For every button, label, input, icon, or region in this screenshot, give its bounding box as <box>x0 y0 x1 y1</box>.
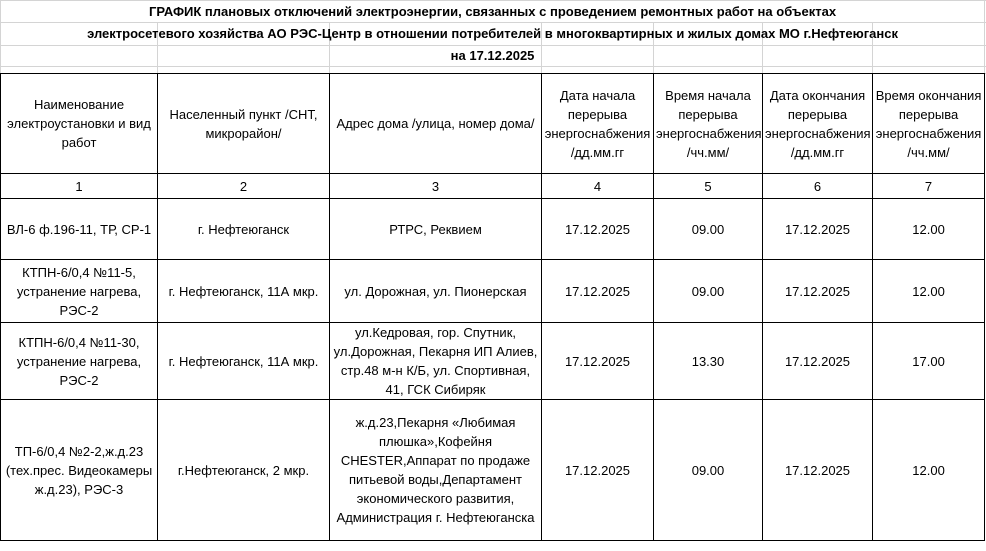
installation-cell: КТПН-6/0,4 №11-30, устранение нагрева, РЭС-2 <box>1 323 158 400</box>
end-date-cell: 17.12.2025 <box>763 260 873 323</box>
start-date-cell: 17.12.2025 <box>542 199 654 260</box>
locality-cell: г. Нефтеюганск <box>158 199 330 260</box>
header-row <box>1 74 985 174</box>
start-time-cell: 09.00 <box>654 199 763 260</box>
title-row-1 <box>1 0 985 22</box>
end-time-cell: 12.00 <box>873 400 985 541</box>
installation-cell: ТП-6/0,4 №2-2,ж.д.23 (тех.прес. Видеокамеры ж.д.23), РЭС-3 <box>1 400 158 541</box>
start-date-cell: 17.12.2025 <box>542 323 654 400</box>
locality-cell: г. Нефтеюганск, 11А мкр. <box>158 323 330 400</box>
header-end-date: Дата окончания перерыва энергоснабжения /дд.мм.гг <box>763 74 873 174</box>
end-date-cell: 17.12.2025 <box>763 323 873 400</box>
start-time-cell: 13.30 <box>654 323 763 400</box>
address-cell: ул. Дорожная, ул. Пионерская <box>330 260 542 323</box>
header-start-date: Дата начала перерыва энергоснабжения /дд.мм.гг <box>542 74 654 174</box>
table-row <box>1 400 985 541</box>
start-time-cell: 09.00 <box>654 260 763 323</box>
table-row <box>1 199 985 260</box>
installation-cell: ВЛ-6 ф.196-11, ТР, СР-1 <box>1 199 158 260</box>
end-time-cell: 12.00 <box>873 199 985 260</box>
start-date-cell: 17.12.2025 <box>542 260 654 323</box>
table-row <box>1 260 985 323</box>
address-cell: ул.Кедровая, гор. Спутник, ул.Дорожная, Пекарня ИП Алиев, стр.48 м-н К/Б, ул. Спортивная, 41, ГСК Сибиряк <box>330 323 542 400</box>
locality-cell: г.Нефтеюганск, 2 мкр. <box>158 400 330 541</box>
column-number: 1 <box>1 174 158 199</box>
column-number: 6 <box>763 174 873 199</box>
title-line-1: ГРАФИК плановых отключений электроэнергии, связанных с проведением ремонтных работ на объектах <box>148 3 837 19</box>
start-date-cell: 17.12.2025 <box>542 400 654 541</box>
column-number-row <box>1 174 985 199</box>
title-date: на 17.12.2025 <box>450 48 535 63</box>
column-number: 2 <box>158 174 330 199</box>
address-cell: ж.д.23,Пекарня «Любимая плюшка»,Кофейня CHESTER,Аппарат по продаже питьевой воды,Департамент экономического развития, Администрация г. Нефтеюганска <box>330 400 542 541</box>
column-number: 5 <box>654 174 763 199</box>
title-row-2 <box>1 22 985 45</box>
spacer-row <box>1 66 985 74</box>
address-cell: РТРС, Реквием <box>330 199 542 260</box>
end-time-cell: 12.00 <box>873 260 985 323</box>
locality-cell: г. Нефтеюганск, 11А мкр. <box>158 260 330 323</box>
column-number: 4 <box>542 174 654 199</box>
header-locality: Населенный пункт /СНТ, микрорайон/ <box>158 74 330 174</box>
table-row <box>1 323 985 400</box>
header-end-time: Время окончания перерыва энергоснабжения /чч.мм/ <box>873 74 985 174</box>
title-row-3 <box>1 45 985 66</box>
installation-cell: КТПН-6/0,4 №11-5, устранение нагрева, РЭС-2 <box>1 260 158 323</box>
column-number: 3 <box>330 174 542 199</box>
header-installation: Наименование электроустановки и вид работ <box>1 74 158 174</box>
end-date-cell: 17.12.2025 <box>763 400 873 541</box>
end-time-cell: 17.00 <box>873 323 985 400</box>
header-address: Адрес дома /улица, номер дома/ <box>330 74 542 174</box>
header-start-time: Время начала перерыва энергоснабжения /чч.мм/ <box>654 74 763 174</box>
column-number: 7 <box>873 174 985 199</box>
start-time-cell: 09.00 <box>654 400 763 541</box>
end-date-cell: 17.12.2025 <box>763 199 873 260</box>
title-line-2: электросетевого хозяйства АО РЭС-Центр в отношении потребителей в многоквартирных и жилых домах МО г.Нефтеюганск <box>87 26 898 41</box>
